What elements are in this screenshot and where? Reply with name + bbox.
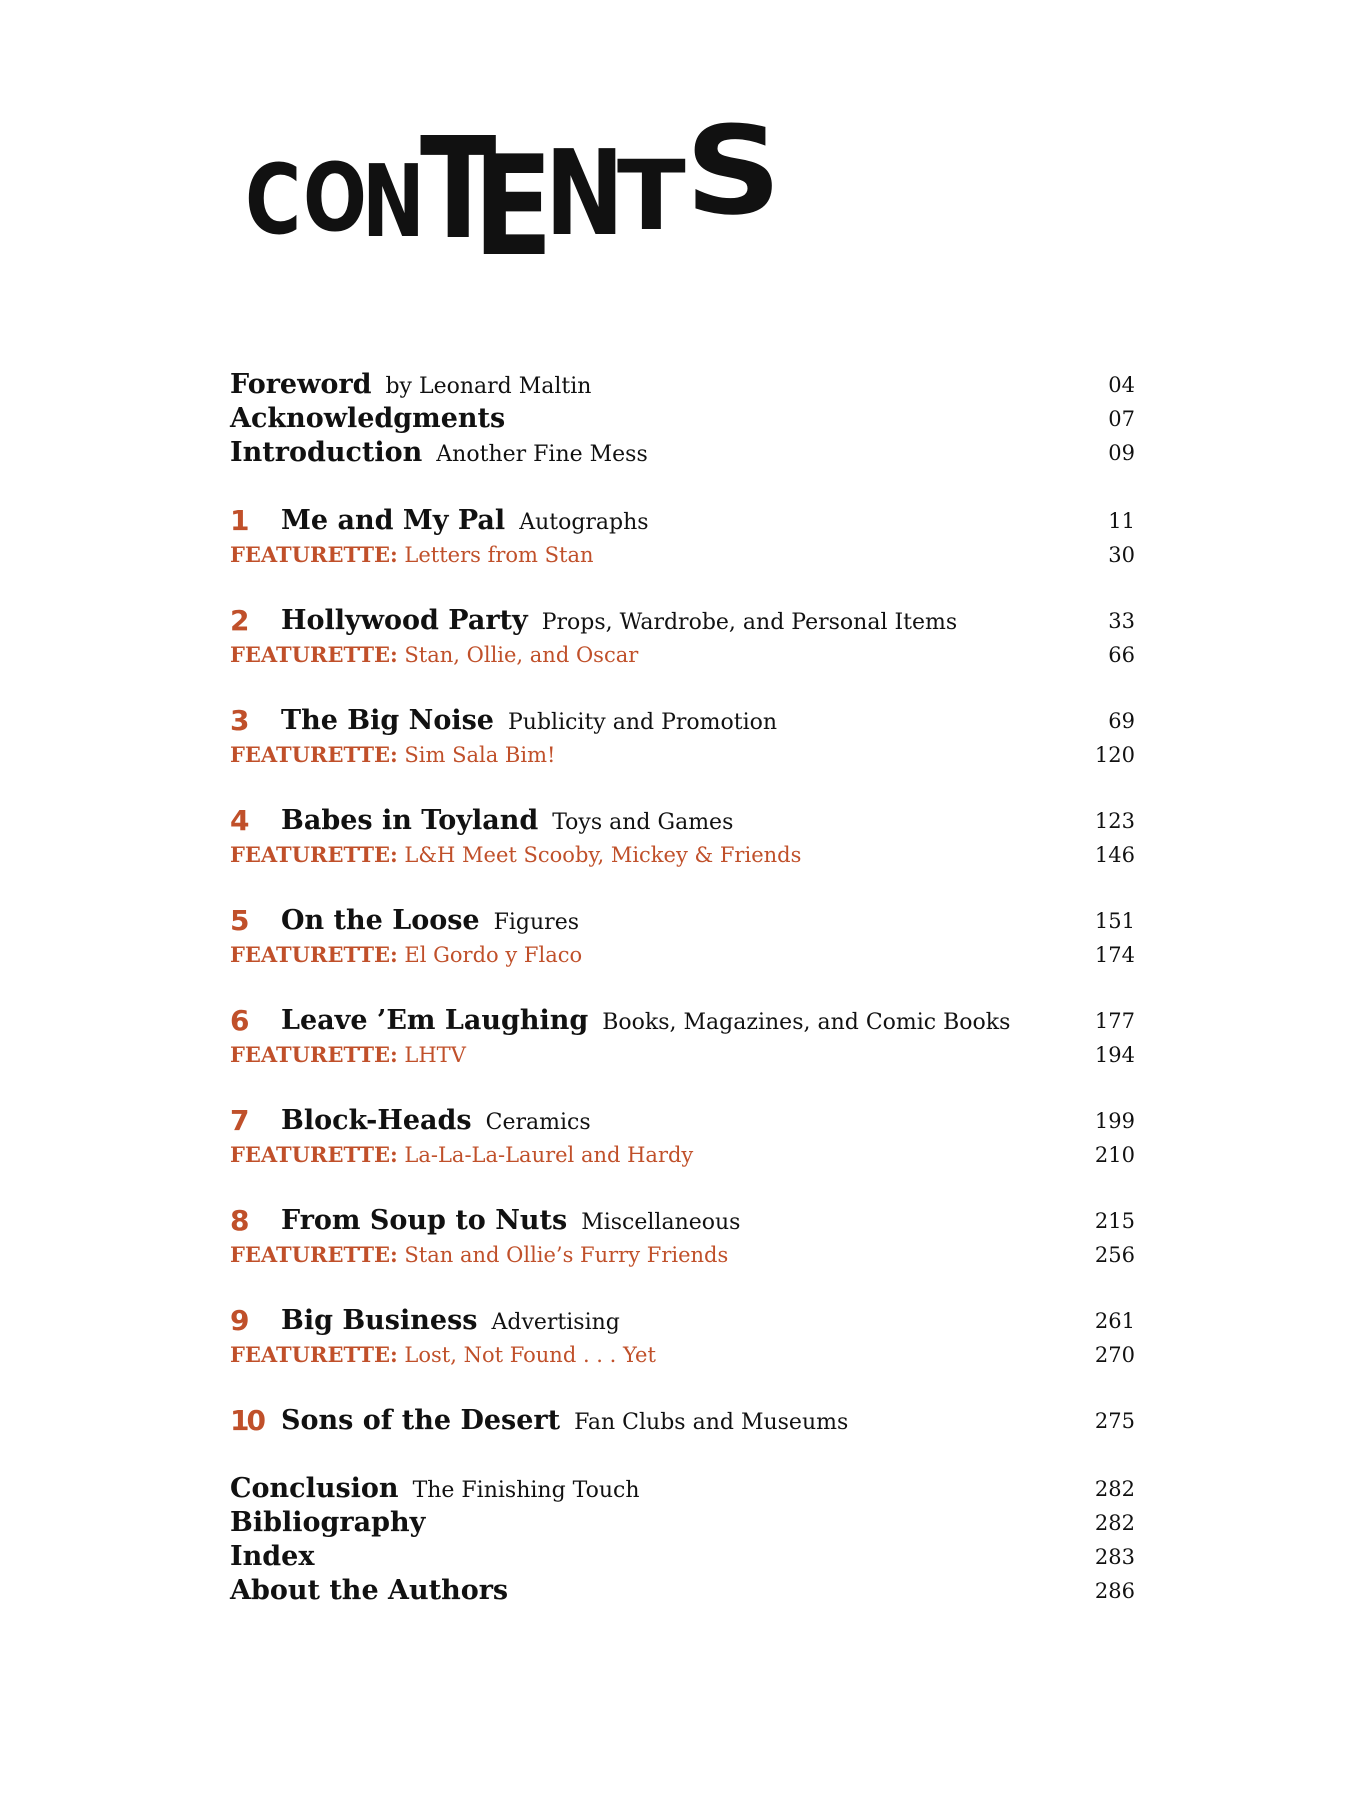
featurette-label: FEATURETTE: (230, 742, 398, 767)
spacer (230, 572, 1135, 604)
toc-featurette-1[interactable] (230, 538, 1135, 572)
chapter-page-number: 275 (1094, 1409, 1135, 1433)
chapter-number: 7 (230, 1104, 250, 1137)
featurette-title: Sim Sala Bim! (404, 743, 556, 767)
chapter-heading: On the Loose (281, 905, 480, 936)
entry-page-number: 07 (1108, 407, 1135, 431)
spacer (230, 1438, 1135, 1472)
title-letter: E (473, 126, 554, 287)
chapter-heading: Babes in Toyland (281, 805, 539, 836)
chapter-heading: The Big Noise (281, 705, 494, 736)
featurette-line (230, 1038, 466, 1072)
featurette-line (230, 538, 594, 572)
spacer (230, 1172, 1135, 1204)
chapter-page-number: 151 (1094, 909, 1135, 933)
spacer (230, 470, 1135, 504)
toc-entry-acknowledgments[interactable] (230, 402, 1135, 436)
featurette-page-number: 30 (1108, 543, 1135, 567)
featurette-title: L&H Meet Scooby, Mickey & Friends (404, 843, 802, 867)
spacer (230, 872, 1135, 904)
toc-entry-conclusion[interactable] (230, 1472, 1135, 1506)
title-letter: O (303, 144, 367, 253)
entry-page-number: 282 (1094, 1477, 1135, 1501)
featurette-line (230, 938, 582, 972)
title-letter: T (617, 140, 686, 252)
featurette-label: FEATURETTE: (230, 542, 398, 567)
featurette-page-number: 210 (1094, 1143, 1135, 1167)
title-letter: C (245, 144, 302, 256)
chapter-page-number: 199 (1094, 1109, 1135, 1133)
chapter-subtitle: Books, Magazines, and Comic Books (602, 1010, 1011, 1035)
featurette-line (230, 838, 801, 872)
entry-page-number: 283 (1094, 1545, 1135, 1569)
chapter-number: 4 (230, 804, 250, 837)
featurette-title: El Gordo y Flaco (404, 943, 583, 967)
toc-entry-introduction[interactable] (230, 436, 1135, 470)
featurette-page-number: 174 (1094, 943, 1135, 967)
chapter-number: 6 (230, 1004, 250, 1037)
spacer (230, 772, 1135, 804)
entry-heading: Index (230, 1541, 315, 1572)
featurette-title: Stan, Ollie, and Oscar (404, 643, 639, 667)
toc-chapter-1[interactable] (230, 504, 1135, 538)
featurette-page-number: 270 (1094, 1343, 1135, 1367)
toc-featurette-5[interactable] (230, 938, 1135, 972)
featurette-label: FEATURETTE: (230, 642, 398, 667)
chapter-heading: From Soup to Nuts (281, 1205, 568, 1236)
spacer (230, 972, 1135, 1004)
toc-featurette-2[interactable] (230, 638, 1135, 672)
featurette-label: FEATURETTE: (230, 842, 398, 867)
spacer (230, 672, 1135, 704)
chapter-heading: Big Business (281, 1305, 478, 1336)
spacer (230, 1372, 1135, 1404)
featurette-title: Letters from Stan (404, 543, 594, 567)
chapter-number: 8 (230, 1204, 250, 1237)
chapter-heading: Me and My Pal (281, 505, 506, 536)
toc-chapter-2[interactable] (230, 604, 1135, 638)
featurette-title: LHTV (404, 1043, 466, 1067)
toc-chapter-3[interactable] (230, 704, 1135, 738)
toc-chapter-7[interactable] (230, 1104, 1135, 1138)
chapter-subtitle: Props, Wardrobe, and Personal Items (541, 610, 958, 635)
chapter-page-number: 261 (1094, 1309, 1135, 1333)
entry-subtitle: Another Fine Mess (436, 442, 648, 467)
featurette-line (230, 1338, 656, 1372)
toc-chapter-5[interactable] (230, 904, 1135, 938)
entry-heading: Foreword (230, 369, 372, 400)
featurette-title: Lost, Not Found . . . Yet (404, 1343, 656, 1367)
featurette-line (230, 1138, 693, 1172)
entry-page-number: 04 (1108, 373, 1135, 397)
toc-featurette-7[interactable] (230, 1138, 1135, 1172)
chapter-page-number: 123 (1094, 809, 1135, 833)
featurette-title: Stan and Ollie’s Furry Friends (404, 1243, 729, 1267)
entry-page-number: 09 (1108, 441, 1135, 465)
entry-heading: Bibliography (230, 1507, 426, 1538)
toc-chapter-6[interactable] (230, 1004, 1135, 1038)
chapter-number: 2 (230, 604, 250, 637)
toc-featurette-3[interactable] (230, 738, 1135, 772)
chapter-page-number: 69 (1108, 709, 1135, 733)
toc-featurette-9[interactable] (230, 1338, 1135, 1372)
chapter-page-number: 11 (1108, 509, 1135, 533)
toc-entry-index[interactable] (230, 1540, 1135, 1574)
featurette-label: FEATURETTE: (230, 1142, 398, 1167)
chapter-subtitle: Autographs (519, 510, 649, 535)
chapter-subtitle: Figures (493, 910, 580, 935)
title-letter: T (420, 108, 497, 271)
entry-page-number: 286 (1094, 1579, 1135, 1603)
featurette-page-number: 146 (1094, 843, 1135, 867)
table-of-contents (230, 368, 1135, 1608)
entry-heading: Acknowledgments (230, 403, 506, 434)
entry-heading: Conclusion (230, 1473, 399, 1504)
title-letter: S (685, 100, 782, 242)
chapter-subtitle: Fan Clubs and Museums (574, 1410, 849, 1435)
chapter-subtitle: Publicity and Promotion (507, 710, 778, 735)
title-letter: N (545, 124, 625, 262)
chapter-heading: Sons of the Desert (281, 1405, 561, 1436)
page-title (245, 100, 782, 287)
toc-entry-about-the-authors[interactable] (230, 1574, 1135, 1608)
chapter-number: 5 (230, 904, 250, 937)
chapter-number: 3 (230, 704, 250, 737)
featurette-page-number: 256 (1094, 1243, 1135, 1267)
entry-heading: Introduction (230, 437, 423, 468)
chapter-number: 10 (230, 1404, 263, 1437)
toc-entry-foreword[interactable] (230, 368, 1135, 402)
chapter-subtitle: Toys and Games (552, 810, 734, 835)
chapter-subtitle: Ceramics (485, 1110, 591, 1135)
chapter-page-number: 33 (1108, 609, 1135, 633)
chapter-heading: Leave ’Em Laughing (281, 1005, 589, 1036)
featurette-page-number: 194 (1094, 1043, 1135, 1067)
featurette-label: FEATURETTE: (230, 1242, 398, 1267)
toc-chapter-9[interactable] (230, 1304, 1135, 1338)
featurette-page-number: 120 (1094, 743, 1135, 767)
chapter-number: 9 (230, 1304, 250, 1337)
featurette-page-number: 66 (1108, 643, 1135, 667)
toc-chapter-8[interactable] (230, 1204, 1135, 1238)
title-letter: N (362, 143, 425, 260)
spacer (230, 1072, 1135, 1104)
toc-chapter-10[interactable] (230, 1404, 1135, 1438)
toc-chapter-4[interactable] (230, 804, 1135, 838)
chapter-subtitle: Advertising (491, 1310, 620, 1335)
featurette-label: FEATURETTE: (230, 1042, 398, 1067)
featurette-line (230, 738, 555, 772)
toc-entry-bibliography[interactable] (230, 1506, 1135, 1540)
featurette-line (230, 1238, 728, 1272)
chapter-page-number: 177 (1094, 1009, 1135, 1033)
toc-featurette-8[interactable] (230, 1238, 1135, 1272)
entry-heading: About the Authors (230, 1575, 509, 1606)
featurette-label: FEATURETTE: (230, 1342, 398, 1367)
featurette-label: FEATURETTE: (230, 942, 398, 967)
toc-featurette-4[interactable] (230, 838, 1135, 872)
spacer (230, 1272, 1135, 1304)
chapter-heading: Hollywood Party (281, 605, 528, 636)
featurette-line (230, 638, 638, 672)
chapter-heading: Block-Heads (281, 1105, 472, 1136)
chapter-subtitle: Miscellaneous (581, 1210, 741, 1235)
toc-featurette-6[interactable] (230, 1038, 1135, 1072)
chapter-number: 1 (230, 504, 250, 537)
entry-subtitle: The Finishing Touch (412, 1478, 640, 1503)
entry-page-number: 282 (1094, 1511, 1135, 1535)
chapter-page-number: 215 (1094, 1209, 1135, 1233)
featurette-title: La-La-La-Laurel and Hardy (404, 1143, 694, 1167)
entry-subtitle: by Leonard Maltin (385, 374, 592, 399)
